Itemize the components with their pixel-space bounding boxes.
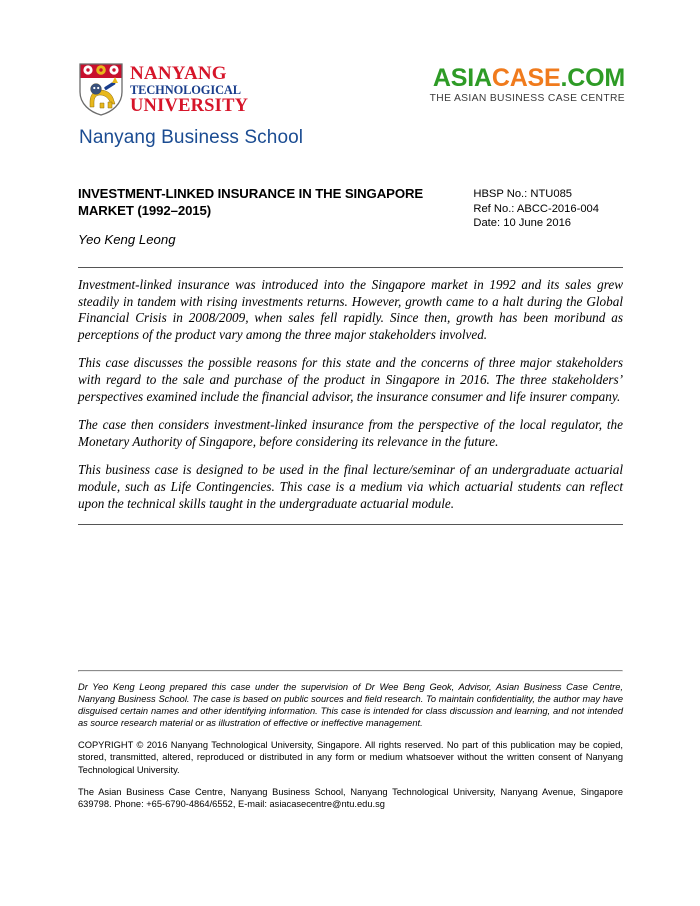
abstract-paragraph: Investment-linked insurance was introduced into the Singapore market in 1992 and its sales grew steadily in tandem with rising investments returns. However, growth came to a halt during the Global Financial Crisis in 2008/2009, when sales fell rapidly. Since then, growth has been moribund as perceptions of the product vary among the three major stakeholders involved. [78,277,623,342]
title-block [78,186,623,248]
abstract-paragraph: The case then considers investment-linked insurance from the perspective of the local regulator, the Monetary Authority of Singapore, before considering its relevance in the future. [78,417,623,449]
nanyang-business-school-label: Nanyang Business School [79,127,304,148]
ntu-wordmark-line3: UNIVERSITY [130,96,249,117]
hbsp-number: HBSP No.: NTU085 [473,188,573,200]
abstract-section [78,268,623,512]
publication-date: Date: 10 June 2016 [473,217,572,230]
footer-contact-text: The Asian Business Case Centre, Nanyang Business School, Nanyang Technological University, Nanyang Avenue, Singapore 639798. Phone: +65-6790-4864/6552, E-mail: asiacasecentre@ntu.edu.sg [78,786,623,809]
document-footer [78,670,623,810]
author-name: Yeo Keng Leong [78,232,176,247]
abstract-bottom-divider [78,524,623,525]
ntu-lockup [78,62,303,116]
ntu-wordmark-line2: TECHNOLOGICAL [130,83,241,97]
ntu-wordmark-line1: NANYANG [130,63,227,84]
ntu-wordmark [130,62,248,116]
ntu-crest-icon [78,62,124,116]
abstract-paragraph: This business case is designed to be used in the final lecture/seminar of an undergraduate actuarial module, such as Life Contingencies. This case is a medium via which actuarial students can reflect upon the technical skills taught in the undergraduate actuarial module. [78,462,623,511]
asiacase-word-asia: ASIA [432,64,492,92]
document-content [78,0,623,525]
page-title: INVESTMENT-LINKED INSURANCE IN THE SINGAPORE MARKET (1992–2015) [78,186,424,218]
asiacase-subtitle: THE ASIAN BUSINESS CASE CENTRE [429,93,625,104]
asiacase-word-case: CASE [491,64,561,92]
reference-info-block [473,187,599,231]
footer-copyright-text: COPYRIGHT © 2016 Nanyang Technological University, Singapore. All rights reserved. No part of this publication may be copied, stored, transmitted, altered, reproduced or distributed in any form or medium whatsoever without the written consent of Nanyang Technological University. [78,740,623,775]
abstract-paragraph: This case discusses the possible reasons for this state and the concerns of three major stakeholders with regard to the sale and purchase of the product in Singapore in 2016. The three stakeholders’ perspectives examined include the financial advisor, the insurance consumer and life insurer company. [78,355,623,404]
ref-number: Ref No.: ABCC-2016-004 [473,202,599,215]
asiacase-wordmark [430,66,625,91]
footer-credit-text: Dr Yeo Keng Leong prepared this case under the supervision of Dr Wee Beng Geok, Advisor, Asian Business Case Centre, Nanyang Business School. The case is based on public sources and field research. To maintain confidentiality, the author may have disguised certain names and other identifying information. This case is intended for class discussion and learning, and not intended as source research material or as illustration of effective or ineffective management. [78,682,623,729]
asiacase-word-com: .COM [560,64,625,92]
ntu-logo [78,62,303,149]
document-header [78,62,623,170]
asiacase-logo [430,66,625,104]
